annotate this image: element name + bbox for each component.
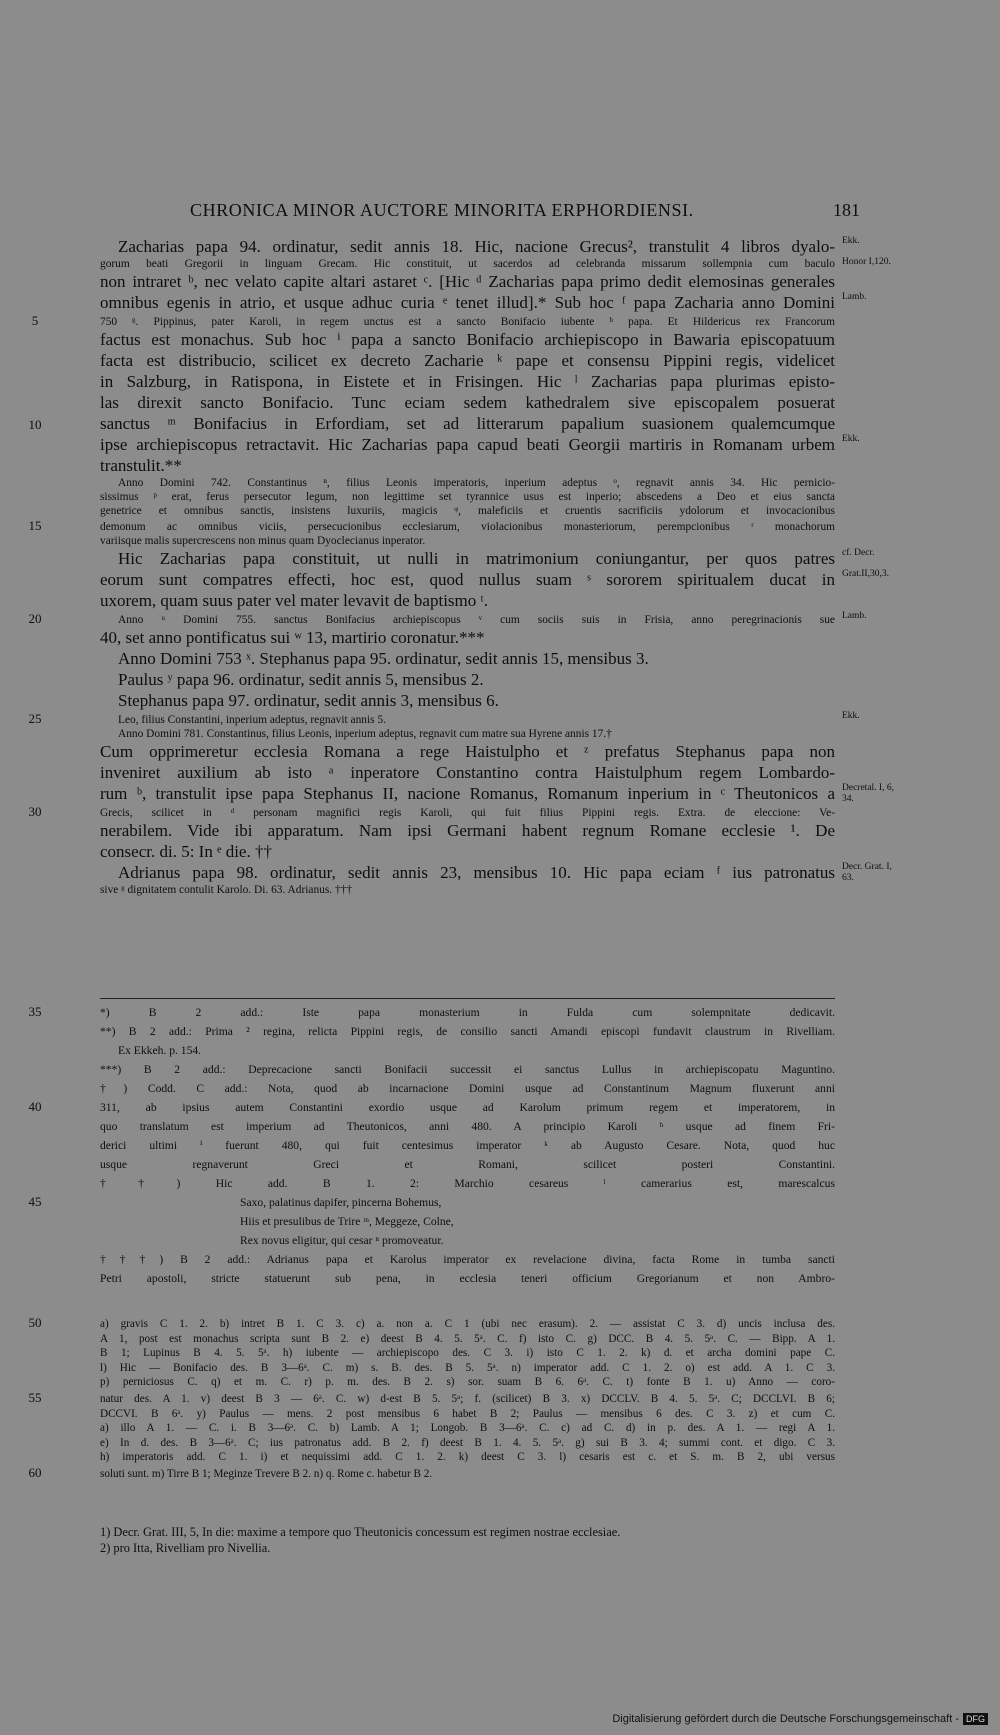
line-text: derici ultimi ⁱ fuerunt 480, qui fuit centesimus imperator ᵏ ab Augusto Cesare. Nota, quod huc [100, 1139, 835, 1152]
line-number: 45 [28, 1194, 42, 1209]
dfg-logo: DFG [963, 1713, 988, 1725]
variant-text: natur des. A 1. v) deest B 3 — 6ᵃ. C. w) d-est B 5. 5ᵃ; f. (scilicet) B 3. x) DCCLV. B 4. 5. 5ᵃ. C; DCCLVI. B 6; [100, 1392, 835, 1405]
line-number: 5 [31, 313, 39, 328]
running-header [190, 200, 860, 221]
variant-line [0, 1390, 1000, 1407]
text-line [0, 1136, 1000, 1155]
text-line [0, 741, 1000, 762]
line-text: rum ᵇ, transtulit ipse papa Stephanus II, nacione Romanus, Romanum inperium in ᶜ Theutonicos a [100, 784, 835, 803]
text-line [0, 350, 1000, 371]
line-text: 40, set anno pontificatus sui ʷ 13, martirio coronatur.*** [100, 628, 485, 647]
text-line [0, 236, 1000, 257]
variant-line [0, 1315, 1000, 1332]
text-line [0, 727, 1000, 741]
text-line [0, 1003, 1000, 1022]
margin-note: Honor I,120. [842, 257, 891, 267]
line-text: Hiis et presulibus de Trire ᵐ, Meggeze, Colne, [240, 1215, 454, 1228]
line-text: Ex Ekkeh. p. 154. [118, 1044, 202, 1057]
footer-text: Digitalisierung gefördert durch die Deutsche Forschungsgemeinschaft - [612, 1713, 959, 1725]
line-text: sive ᵍ dignitatem contulit Karolo. Di. 63. Adrianus. ††† [100, 884, 353, 896]
line-number: 20 [28, 611, 42, 626]
variant-line [0, 1346, 1000, 1361]
line-text: quo translatum est imperium ad Theutonicos, anni 480. A principio Karoli ʰ usque ad finem Fri- [100, 1120, 835, 1133]
margin-note: Grat.II,30,3. [842, 569, 889, 579]
line-text: variisque malis supercrescens non minus quam Dyoclecianus inperator. [100, 535, 426, 547]
text-line [0, 434, 1000, 476]
variant-line [0, 1450, 1000, 1465]
line-text: †) Codd. C add.: Nota, quod ab incarnacione Domini usque ad Constantinum Magnum fluxerunt anni [100, 1082, 835, 1095]
line-text: sanctus ᵐ Bonifacius in Erfordiam, set ad litterarum papalium suasionem qualemcumque [100, 414, 835, 433]
line-text: Grecis, scilicet in ᵈ personam magnifici regis Karoli, qui fuit filius Pippini regis. Extra. de eleccione: Ve- [100, 807, 835, 819]
line-number: 25 [28, 711, 42, 726]
line-text: Rex novus eligitur, qui cesar ⁿ promoveatur. [240, 1234, 444, 1247]
main-text [0, 236, 1000, 897]
text-line [0, 1155, 1000, 1174]
variant-text: B 1; Lupinus B 4. 5. 5ᵃ. h) iubente — archiepiscopo des. C 3. i) isto C 1. 2. k) d. et archa domini pape C. [100, 1347, 835, 1360]
variant-line [0, 1421, 1000, 1436]
text-line [0, 1193, 1000, 1212]
page-number: 181 [833, 200, 860, 220]
text-line [0, 329, 1000, 350]
line-number: 35 [28, 1004, 42, 1019]
text-line [0, 548, 1000, 569]
footer [612, 1713, 988, 1725]
line-number: 55 [28, 1389, 42, 1405]
text-line [0, 841, 1000, 862]
text-line [0, 648, 1000, 669]
line-text: Anno ᵘ Domini 755. sanctus Bonifacius archiepiscopus ᵛ cum sociis suis in Frisia, anno peregrinacionis sue [118, 614, 835, 626]
line-text: factus est monachus. Sub hoc ⁱ papa a sancto Bonifacio archiepiscopo in Bawaria episcopatuum [100, 330, 835, 349]
text-line [0, 271, 1000, 292]
text-line [0, 1174, 1000, 1193]
line-number: 60 [28, 1464, 42, 1480]
line-text: Zacharias papa 94. ordinatur, sedit annis 18. Hic, nacione Grecus², transtulit 4 libros dyalo- [118, 237, 835, 256]
running-title: CHRONICA MINOR AUCTORE MINORITA ERPHORDIENSI. [190, 200, 694, 220]
line-text: omnibus egenis in atrio, et usque adhuc curia ᵉ tenet illud].* Sub hoc ᶠ papa Zacharia anno Domini [100, 293, 835, 312]
margin-note: Decretal. I, 6, 34. [842, 783, 894, 804]
variant-line [0, 1436, 1000, 1451]
variant-text: a) gravis C 1. 2. b) intret B 1. C 3. c) a. non a. C 1 (ubi nec erasum). 2. — assistat C 3. d) uncis inclusa des. [100, 1318, 835, 1330]
variant-text: l) Hic — Bonifacio des. B 3—6ᵃ. C. m) s. B. des. B 5. 5ᵃ. n) imperator add. C 1. 2. o) est add. A 1. C 3. [100, 1361, 835, 1374]
line-text: Leo, filius Constantini, inperium adeptus, regnavit annis 5. [118, 714, 386, 726]
line-text: Paulus ʸ papa 96. ordinatur, sedit annis 5, mensibus 2. [118, 670, 484, 689]
text-line [0, 611, 1000, 627]
text-line [0, 669, 1000, 690]
variant-line [0, 1465, 1000, 1482]
margin-note: Lamb. [842, 611, 867, 621]
text-line [0, 862, 1000, 883]
line-text: Stephanus papa 97. ordinatur, sedit annis 3, mensibus 6. [118, 691, 499, 710]
text-line [0, 690, 1000, 711]
line-text: †††) B 2 add.: Adrianus papa et Karolus imperator ex revelacione divina, facta Rome in tumba sancti [100, 1253, 835, 1266]
text-line [0, 762, 1000, 783]
text-line [0, 1212, 1000, 1231]
variant-line [0, 1332, 1000, 1347]
text-line [0, 1269, 1000, 1288]
variant-text: A 1, post est monachus scripta sunt B 2. e) deest B 4. 5. 5ᵃ. C. f) isto C. g) DCC. B 4. 5. 5ᵃ. C. — Bipp. A 1. [100, 1332, 835, 1345]
text-line [0, 476, 1000, 490]
editor-notes [100, 1524, 835, 1556]
footnote-rule [100, 998, 835, 999]
text-line [0, 1117, 1000, 1136]
variant-readings [0, 1315, 1000, 1482]
line-text: usque regnaverunt Greci et Romani, scilicet posteri Constantini. [100, 1158, 835, 1171]
text-line [0, 820, 1000, 841]
text-line [0, 1022, 1000, 1041]
margin-note: Lamb. [842, 292, 867, 302]
line-text: uxorem, quam suus pater vel mater levavit de baptismo ᵗ. [100, 591, 489, 610]
line-text: Hic Zacharias papa constituit, ut nulli in matrimonium coniungantur, per quos patres [118, 549, 835, 568]
text-line [0, 292, 1000, 313]
text-line [0, 883, 1000, 897]
variant-line [0, 1361, 1000, 1376]
line-text: genetrice et omnibus sanctis, insistens luxuriis, magicis ᵠ, maleficiis et cruentis sacrificiis ydolorum et invocacionibus [100, 505, 835, 517]
text-line [0, 1231, 1000, 1250]
line-text: ipse archiepiscopus retractavit. Hic Zacharias papa capud beati Georgii martiris in Romanam urbem transtulit.** [100, 435, 835, 475]
text-line [0, 783, 1000, 804]
text-line [0, 590, 1000, 611]
margin-note: Ekk. [842, 236, 860, 246]
line-text: inveniret auxilium ab isto ᵃ inperatore Constantino contra Haistulphum regem Lombardo- [100, 763, 835, 782]
variant-text: DCCVI. B 6ᵃ. y) Paulus — mens. 2 post mensibus 6 habet B 2; Paulus — mensibus 6 des. C 3. z) et cum C. [100, 1407, 835, 1420]
variant-text: p) perniciosus C. q) et m. C. r) p. m. des. B 2. s) sor. suam B 6. 6ᵃ. C. t) fonte B 1. u) Anno — coro- [100, 1376, 835, 1389]
text-line [0, 371, 1000, 392]
text-line [0, 1041, 1000, 1060]
editor-note: 1) Decr. Grat. III, 5, In die: maxime a tempore quo Theutonicis concessum est regimen nostrae ecclesiae. [100, 1525, 621, 1539]
line-text: Petri apostoli, stricte statuerunt sub pena, in ecclesia teneri officium Gregorianum et non Ambro- [100, 1272, 835, 1285]
line-text: 750 ᵍ. Pippinus, pater Karoli, in regem unctus est a sancto Bonifacio iubente ʰ papa. Et Hildericus rex Francorum [100, 316, 835, 328]
text-line [0, 1098, 1000, 1117]
line-text: Saxo, palatinus dapifer, pincerna Bohemus, [240, 1196, 442, 1209]
text-line [0, 257, 1000, 271]
line-number: 15 [28, 518, 42, 533]
footnotes [0, 1003, 1000, 1288]
text-line [0, 534, 1000, 548]
variant-line [0, 1407, 1000, 1422]
line-text: nerabilem. Vide ibi apparatum. Nam ipsi Germani habent regnum Romane ecclesie ¹. De [100, 821, 835, 840]
variant-line [0, 1375, 1000, 1390]
text-line [0, 804, 1000, 820]
text-line [0, 1250, 1000, 1269]
text-line [0, 490, 1000, 504]
line-text: sissimus ᵖ erat, ferus persecutor legum, non legittime set tyrannice usus est inperio; abscedens a Deo et eius sancta [100, 491, 835, 503]
line-text: demonum ac omnibus viciis, persecucionibus ecclesiarum, violacionibus monasteriorum, perempcionibus ʳ monachorum [100, 521, 835, 533]
text-line [0, 569, 1000, 590]
line-text: in Salzburg, in Ratispona, in Eistete et in Frisingen. Hic ˡ Zacharias papa plurimas episto- [100, 372, 835, 391]
variant-text: a) illo A 1. — C. i. B 3—6ᵃ. C. b) Lamb. A 1; Longob. B 3—6ᵃ. C. c) ad C. d) in p. des. A 1. — regi A 1. [100, 1422, 835, 1435]
variant-text: e) In d. des. B 3—6ᵃ. C; ius patronatus add. B 2. f) deest B 1. 4. 5. 5ᵃ. g) sui B 3. 4; summi cont. et digo. C 3. [100, 1436, 835, 1449]
line-text: Anno Domini 742. Constantinus ⁿ, filius Leonis imperatoris, inperium adeptus ᵒ, regnavit annis 34. Hic pernicio- [118, 477, 835, 489]
line-text: consecr. di. 5: In ᵉ die. †† [100, 842, 272, 861]
line-number: 50 [28, 1315, 42, 1330]
line-text: eorum sunt compatres effecti, hoc est, quod nullus suam ˢ sororem spiritualem ducat in [100, 570, 835, 589]
line-text: Cum opprimeretur ecclesia Romana a rege Haistulpho et ᶻ prefatus Stephanus papa non [100, 742, 835, 761]
line-text: ***) B 2 add.: Deprecacione sancti Bonifacii successit ei sanctus Lullus in archiepiscopatu Maguntino. [100, 1063, 835, 1076]
line-text: Anno Domini 753 ˣ. Stephanus papa 95. ordinatur, sedit annis 15, mensibus 3. [118, 649, 649, 668]
margin-note: Ekk. [842, 434, 860, 444]
line-text: ††) Hic add. B 1. 2: Marchio cesareus ˡ camerarius est, marescalcus [100, 1177, 835, 1190]
text-line [0, 392, 1000, 413]
line-text: gorum beati Gregorii in linguam Grecam. Hic constituit, ut sacerdos ad celebranda missarum sollempnia cum baculo [100, 258, 835, 270]
line-text: 311, ab ipsius autem Constantini exordio usque ad Karolum primum regem et imperatorem, in [100, 1101, 835, 1114]
line-text: Anno Domini 781. Constantinus, filius Leonis, inperium adeptus, regnavit cum matre sua Hyrene annis 17.† [118, 728, 612, 740]
text-line [0, 518, 1000, 534]
text-line [0, 413, 1000, 434]
text-line [0, 504, 1000, 518]
line-text: *) B 2 add.: Iste papa monasterium in Fulda cum solempnitate dedicavit. [100, 1006, 835, 1019]
variant-text: soluti sunt. m) Tirre B 1; Meginze Trevere B 2. n) q. Rome c. habetur B 2. [100, 1467, 433, 1480]
line-number: 10 [28, 417, 42, 432]
text-line [0, 711, 1000, 727]
line-text: facta est distribucio, scilicet ex decreto Zacharie ᵏ pape et consensu Pippini regis, videlicet [100, 351, 835, 370]
line-text: las direxit sancto Bonifacio. Tunc eciam sedem kathedralem sive episcopalem posuerat [100, 393, 835, 412]
line-text: non intraret ᵇ, nec velato capite altari astaret ᶜ. [Hic ᵈ Zacharias papa primo dedit elemosinas generales [100, 272, 835, 291]
text-line [0, 627, 1000, 648]
editor-note: 2) pro Itta, Rivelliam pro Nivellia. [100, 1541, 271, 1555]
text-line [0, 1060, 1000, 1079]
margin-note: Ekk. [842, 711, 860, 721]
text-line [0, 1079, 1000, 1098]
variant-text: h) imperatoris add. C 1. i) et nequissimi add. C 1. 2. k) deest C 3. l) cesaris est c. et S. m. B 2, ubi versus [100, 1451, 835, 1464]
line-number: 40 [28, 1099, 42, 1114]
line-text: **) B 2 add.: Prima ² regina, relicta Pippini regis, de consilio sancti Amandi episcopi fundavit claustrum in Rivelliam. [100, 1025, 835, 1038]
margin-note: Decr. Grat. I, 63. [842, 862, 892, 883]
line-text: Adrianus papa 98. ordinatur, sedit annis 23, mensibus 10. Hic papa eciam ᶠ ius patronatus [118, 863, 835, 882]
line-number: 30 [28, 804, 42, 819]
margin-note: cf. Decr. [842, 548, 875, 558]
text-line [0, 313, 1000, 329]
